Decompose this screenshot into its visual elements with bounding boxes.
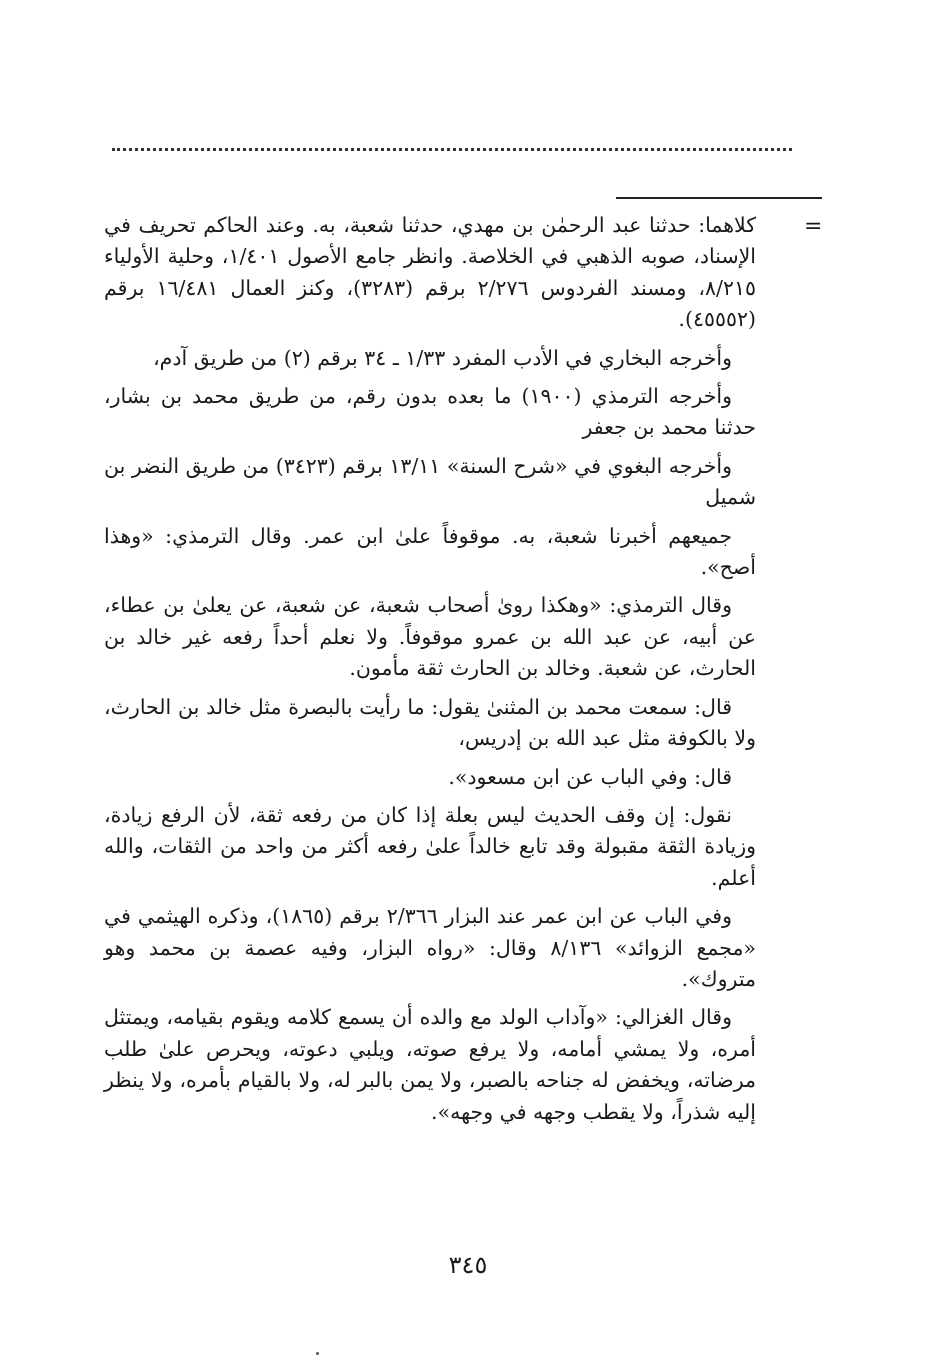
- footnote-body: [104, 210, 756, 1135]
- footnote-paragraph-5: جميعهم أخبرنا شعبة، به. موقوفاً علىٰ ابن عمر. وقال الترمذي: «وهذا أصح».: [104, 523, 756, 580]
- footnote-paragraph-3: وأخرجه الترمذي (١٩٠٠) ما بعده بدون رقم، من طريق محمد بن بشار، حدثنا محمد بن جعفر: [104, 384, 756, 440]
- footnote-paragraph-6: وقال الترمذي: «وهكذا روىٰ أصحاب شعبة، عن شعبة، عن يعلىٰ بن عطاء، عن أبيه، عن عبد الله بن عمرو موقوفاً. ولا نعلم أحداً رفعه غير خالد بن الحارث، عن شعبة. وخالد بن الحارث ثقة مأمون.: [104, 593, 756, 681]
- footnote-paragraph-8: قال: وفي الباب عن ابن مسعود».: [448, 764, 732, 789]
- footnote-paragraph-9: نقول: إن وقف الحديث ليس بعلة إذا كان من رفعه ثقة، لأن الرفع زيادة، وزيادة الثقة مقبولة وقد تابع خالداً علىٰ رفعه أكثر من واحد من الثقات، والله أعلم.: [104, 802, 756, 890]
- footnote-rule: [616, 197, 822, 199]
- footnote-paragraph-4: وأخرجه البغوي في «شرح السنة» ١٣/١١ برقم (٣٤٢٣) من طريق النضر بن شميل: [104, 453, 756, 510]
- page-number: ٣٤٥: [448, 1251, 488, 1279]
- dotted-separator: [112, 148, 792, 151]
- continuation-mark: =: [804, 214, 823, 239]
- footnote-paragraph-11: وقال الغزالي: «وآداب الولد مع والده أن يسمع كلامه ويقوم بقيامه، ويمتثل أمره، ولا يمشي أمامه، ولا يرفع صوته، ويلبي دعوته، ويحرص علىٰ طلب مرضاته، ويخفض له جناحه بالصبر، ولا يمن بالبر له، ولا بالقيام بأمره، ولا ينظر إليه شذراً، ولا يقطب وجهه في وجهه».: [104, 1005, 756, 1124]
- footnote-paragraph-1: كلاهما: حدثنا عبد الرحمٰن بن مهدي، حدثنا شعبة، به. وعند الحاكم تحريف في الإسناد، صوبه الذهبي في الخلاصة. وانظر جامع الأصول ١/٤٠١، وحلية الأولياء ٨/٢١٥، ومسند الفردوس ٢/٢٧٦ برقم (٣٢٨٣)، وكنز العمال ١٦/٤٨١ برقم (٤٥٥٥٢).: [104, 213, 757, 332]
- footnote-paragraph-2: وأخرجه البخاري في الأدب المفرد ١/٣٣ ـ ٣٤ برقم (٢) من طريق آدم،: [153, 345, 732, 370]
- stray-mark: [316, 1352, 319, 1355]
- footnote-paragraph-10: وفي الباب عن ابن عمر عند البزار ٢/٣٦٦ برقم (١٨٦٥)، وذكره الهيثمي في «مجمع الزوائد» ٨/١٣٦ وقال: «رواه البزار، وفيه عصمة بن محمد وهو متروك».: [104, 904, 756, 991]
- footnote-paragraph-7: قال: سمعت محمد بن المثنىٰ يقول: ما رأيت بالبصرة مثل خالد بن الحارث، ولا بالكوفة مثل عبد الله بن إدريس،: [104, 694, 756, 751]
